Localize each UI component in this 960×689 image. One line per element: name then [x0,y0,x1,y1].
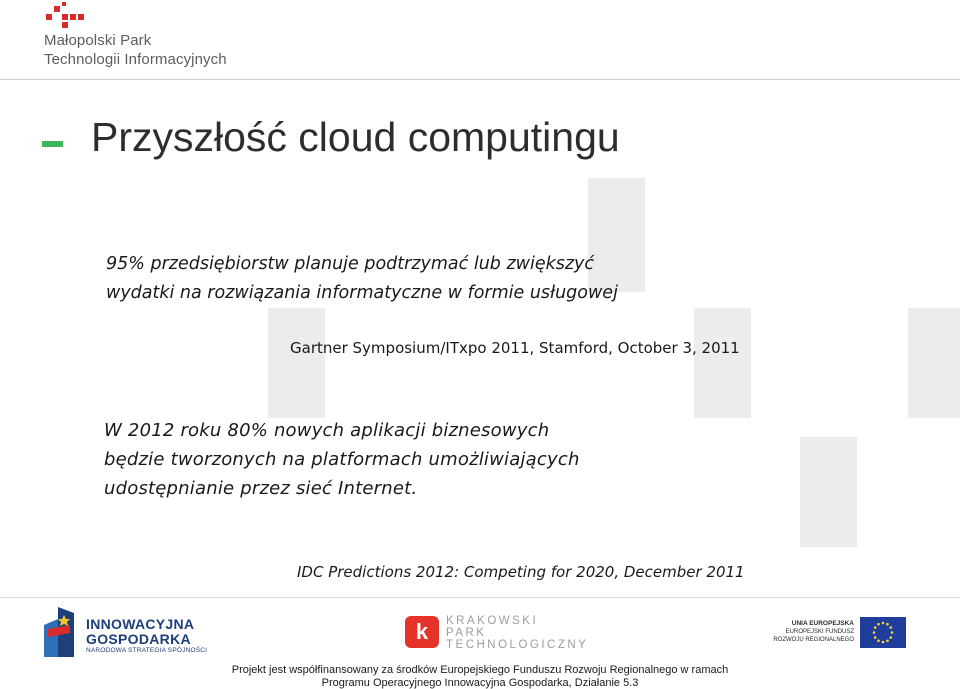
innowacyjna-gospodarka-flag-icon [44,607,74,657]
kpt-logo-icon: k [405,616,439,648]
bg-block [800,437,857,547]
eu-logo-text: UNIA EUROPEJSKA [791,620,854,627]
kpt-logo-text: KRAKOWSKI [446,615,539,627]
ig-logo-text: GOSPODARKA [86,631,191,647]
quote2-source: IDC Predictions 2012: Competing for 2020, December 2011 [297,563,745,581]
quote2-line: będzie tworzonych na platformach umożliwiających [104,449,580,470]
kpt-logo-text: PARK [446,627,487,639]
quote1-line: wydatki na rozwiązania informatyczne w formie usługowej [106,283,618,303]
funding-note: Projekt jest współfinansowany za środków Europejskiego Funduszu Rozwoju Regionalnego w ramach [231,664,729,676]
slide-title: Przyszłość cloud computingu [91,114,620,160]
bg-block [694,308,751,418]
bg-block [908,308,960,418]
bg-block [268,308,325,418]
funding-note: Programu Operacyjnego Innowacyjna Gospodarka, Działanie 5.3 [321,677,639,689]
bg-block [588,178,645,292]
footer-divider [0,597,960,598]
ig-logo-subtext: NARODOWA STRATEGIA SPÓJNOŚCI [86,647,208,654]
title-accent-dash [42,141,63,147]
eu-logo-text: EUROPEJSKI FUNDUSZ [785,629,854,635]
quote1-source: Gartner Symposium/ITxpo 2011, Stamford, October 3, 2011 [290,339,740,357]
header-divider [0,79,960,80]
eu-logo-text: ROZWOJU REGIONALNEGO [773,637,854,643]
quote2-line: udostępnianie przez sieć Internet. [104,478,418,499]
quote1-line: 95% przedsiębiorstw planuje podtrzymać lub zwiększyć [106,254,595,274]
ig-logo-text: INNOWACYJNA [86,616,195,632]
logo-text-line1: Małopolski Park [44,32,152,49]
mpti-logo-icon [44,2,94,30]
quote2-line: W 2012 roku 80% nowych aplikacji biznesowych [104,420,550,441]
kpt-logo-text: TECHNOLOGICZNY [446,639,589,651]
logo-text-line2: Technologii Informacyjnych [44,51,227,68]
header [0,0,960,80]
eu-flag-icon [860,617,906,648]
